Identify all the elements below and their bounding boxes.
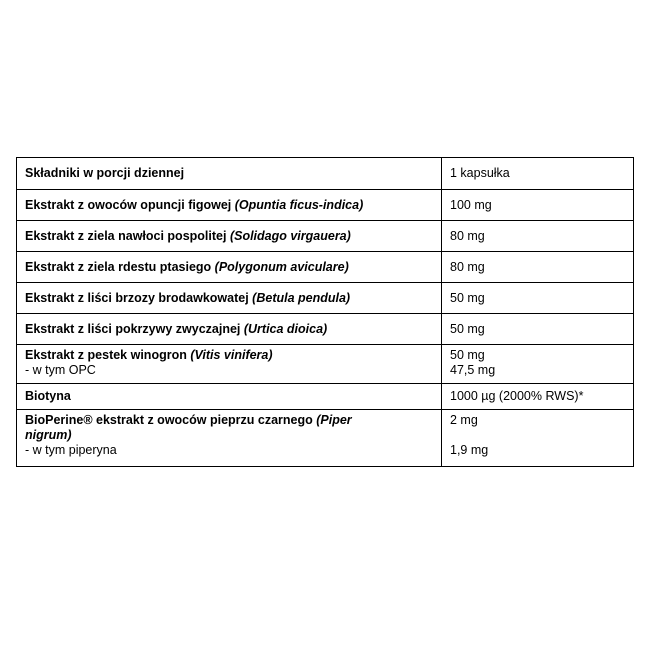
ingredient-cell (17, 384, 442, 410)
ingredient-latin-name: (Solidago virgauera) (229, 229, 351, 243)
ingredient-latin-name: (Polygonum aviculare) (214, 260, 349, 274)
ingredient-cell (17, 314, 442, 345)
ingredient-cell (17, 345, 442, 384)
ingredients-table (16, 157, 634, 467)
ingredient-cell (17, 283, 442, 314)
table-row (17, 158, 634, 190)
amount-value: 100 mg (450, 198, 492, 212)
ingredient-name: Ekstrakt z ziela rdestu ptasiego (25, 260, 212, 274)
ingredient-cell (17, 252, 442, 283)
amount-cell (442, 345, 634, 384)
table-row (17, 283, 634, 314)
ingredient-latin-name-cont: nigrum) (25, 428, 72, 442)
amount-value: 1 kapsułka (450, 166, 510, 180)
amount-value: 80 mg (450, 229, 485, 243)
table-row (17, 221, 634, 252)
amount-value: 1000 µg (2000% RWS)* (450, 389, 584, 403)
ingredient-latin-name: (Betula pendula) (252, 291, 351, 305)
ingredient-name: Ekstrakt z ziela nawłoci pospolitej (25, 229, 227, 243)
amount-cell (442, 314, 634, 345)
ingredient-name: Ekstrakt z pestek winogron (25, 348, 187, 362)
amount-value: 80 mg (450, 260, 485, 274)
table-row (17, 252, 634, 283)
amount-value: 2 mg (450, 413, 478, 427)
ingredient-cell (17, 158, 442, 190)
ingredient-latin-name: (Vitis vinifera) (190, 348, 273, 362)
amount-value: 50 mg (450, 322, 485, 336)
ingredient-cell (17, 410, 442, 467)
table-row (17, 410, 634, 467)
ingredient-name: Składniki w porcji dziennej (25, 166, 185, 180)
amount-cell (442, 283, 634, 314)
ingredient-cell (17, 190, 442, 221)
amount-cell (442, 190, 634, 221)
ingredient-cell (17, 221, 442, 252)
amount-value: 50 mg (450, 291, 485, 305)
ingredient-subline: - w tym piperyna (25, 443, 117, 457)
amount-value: 50 mg (450, 348, 485, 362)
table-row (17, 190, 634, 221)
ingredient-name: BioPerine® ekstrakt z owoców pieprzu czarnego (25, 413, 313, 427)
table-row (17, 345, 634, 384)
amount-cell (442, 384, 634, 410)
amount-cell (442, 252, 634, 283)
ingredient-subline: - w tym OPC (25, 363, 96, 377)
ingredient-latin-name: (Opuntia ficus-indica) (234, 198, 364, 212)
amount-cell (442, 158, 634, 190)
ingredient-name: Ekstrakt z liści pokrzywy zwyczajnej (25, 322, 241, 336)
table-row (17, 384, 634, 410)
ingredient-name: Biotyna (25, 389, 71, 403)
amount-subvalue: 47,5 mg (450, 363, 496, 377)
amount-subvalue: 1,9 mg (450, 443, 489, 457)
ingredient-name: Ekstrakt z owoców opuncji figowej (25, 198, 232, 212)
ingredient-latin-name: (Piper (316, 413, 352, 427)
amount-cell (442, 410, 634, 467)
table-row (17, 314, 634, 345)
amount-cell (442, 221, 634, 252)
ingredient-latin-name: (Urtica dioica) (243, 322, 328, 336)
ingredient-name: Ekstrakt z liści brzozy brodawkowatej (25, 291, 249, 305)
